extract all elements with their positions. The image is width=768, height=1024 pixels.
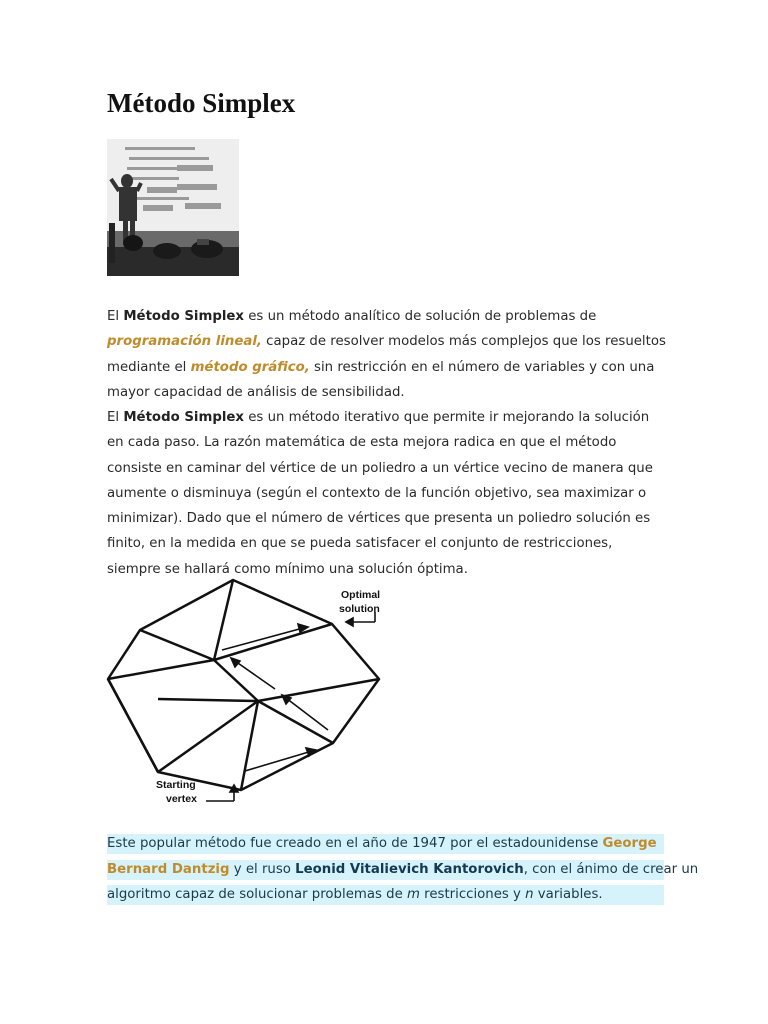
link-programacion-lineal[interactable]: programación lineal,: [107, 334, 262, 350]
starting-label-line1: Starting: [156, 779, 196, 791]
intro-paragraph: El Método Simplex es un método analítico de solución de problemas de programación lineal, capaz de resolver modelos más complejos que los resueltos mediante el método gráfico, sin restricción en el número de variables y con una mayor capacidad de análisis de sensibilidad.: [107, 309, 666, 400]
highlight-line: Este popular método fue creado en el año de 1947 por el estadounidense George: [107, 834, 664, 854]
name-dantzig-part2: Bernard Dantzig: [107, 862, 230, 877]
bold-term: Método Simplex: [123, 309, 245, 324]
highlight-line: Bernard Dantzig y el ruso Leonid Vitalievich Kantorovich, con el ánimo de crear un: [107, 860, 664, 880]
optimal-label-line1: Optimal: [341, 589, 381, 601]
page-title: Método Simplex: [107, 88, 296, 118]
bold-term: Método Simplex: [123, 410, 245, 425]
path-arrow: [245, 751, 312, 771]
optimal-label-line2: solution: [339, 603, 380, 615]
link-metodo-grafico[interactable]: método gráfico,: [190, 359, 310, 375]
name-dantzig-part1: George: [602, 836, 657, 851]
path-arrow: [286, 698, 328, 730]
path-arrow: [222, 628, 303, 650]
name-kantorovich: Leonid Vitalievich Kantorovich: [295, 862, 524, 877]
presenter-photo: [107, 139, 239, 276]
highlight-line: algoritmo capaz de solucionar problemas de m restricciones y n variables.: [107, 885, 664, 905]
starting-label-line2: vertex: [166, 793, 197, 805]
explanation-paragraph: El Método Simplex es un método iterativo que permite ir mejorando la solución en cada paso. La razón matemática de esta mejora radica en que el método consiste en caminar del vértice de un poliedro a un vértice vecino de manera que aumente o disminuya (según el contexto de la función objetivo, sea maximizar o minimizar). Dado que el número de vértices que presenta un poliedro solución es finito, en la medida en que se pueda satisfacer el conjunto de restricciones, siempre se hallará como mínimo una solución óptima.: [107, 410, 653, 577]
simplex-polyhedron-diagram: [100, 572, 400, 812]
